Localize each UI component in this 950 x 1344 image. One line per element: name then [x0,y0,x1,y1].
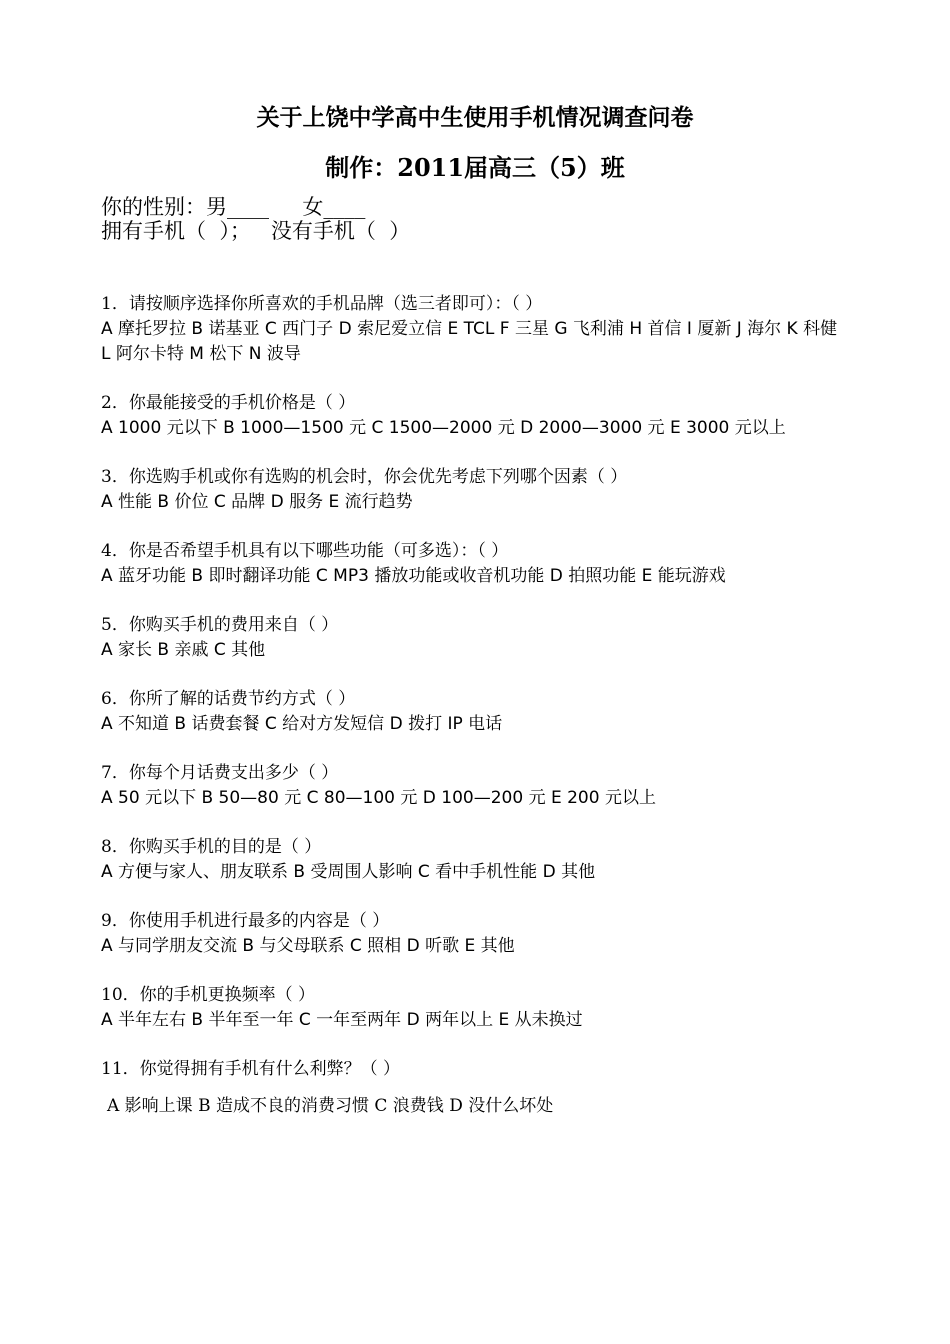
question-options: A 蓝牙功能 B 即时翻译功能 C MP3 播放功能或收音机功能 D 拍照功能 E 能玩游戏 [101,566,726,586]
question-text: 8．你购买手机的目的是（ ） [101,837,322,857]
question-options: A 不知道 B 话费套餐 C 给对方发短信 D 拨打 IP 电话 [101,714,503,734]
question-item [101,983,846,1033]
question-item [101,1057,846,1119]
phone-ownership-line: 拥有手机（ ）； 没有手机（ ） [101,219,411,243]
question-item [101,909,846,959]
question-item [101,687,846,737]
question-item [101,465,846,515]
gender-line: 你的性别：男____ 女____ [101,195,366,219]
question-text: 9．你使用手机进行最多的内容是（ ） [101,911,390,931]
question-text: 4．你是否希望手机具有以下哪些功能（可多选）：（ ） [101,541,509,561]
question-text: 11．你觉得拥有手机有什么利弊？（ ） [101,1059,401,1079]
question-options: A 1000 元以下 B 1000—1500 元 C 1500—2000 元 D 2000—3000 元 E 3000 元以上 [101,418,786,438]
question-item [101,835,846,885]
question-options: A 半年左右 B 半年至一年 C 一年至两年 D 两年以上 E 从未换过 [101,1010,583,1030]
question-item [101,391,846,441]
question-item [101,292,846,367]
question-text: 6．你所了解的话费节约方式（ ） [101,689,356,709]
question-options: A 方便与家人、朋友联系 B 受周围人影响 C 看中手机性能 D 其他 [101,862,596,882]
question-options: A 影响上课 B 造成不良的消费习惯 C 浪费钱 D 没什么坏处 [107,1096,554,1116]
question-item [101,761,846,811]
question-text: 5．你购买手机的费用来自（ ） [101,615,339,635]
question-text: 7．你每个月话费支出多少（ ） [101,763,339,783]
question-options: A 摩托罗拉 B 诺基亚 C 西门子 D 索尼爱立信 E TCL F 三星 G 飞利浦 H 首信 I 厦新 J 海尔 K 科健 L 阿尔卡特 M 松下 N 波导 [101,319,838,364]
question-text: 2．你最能接受的手机价格是（ ） [101,393,356,413]
question-text: 1．请按顺序选择你所喜欢的手机品牌（选三者即可）：（ ） [101,294,543,314]
document-title: 关于上饶中学高中生使用手机情况调查问卷 [256,104,694,131]
question-item [101,539,846,589]
question-list [101,292,846,1143]
question-text: 3．你选购手机或你有选购的机会时，你会优先考虑下列哪个因素（ ） [101,467,628,487]
question-options: A 50 元以下 B 50—80 元 C 80—100 元 D 100—200 元 E 200 元以上 [101,788,656,808]
question-item [101,613,846,663]
question-text: 10．你的手机更换频率（ ） [101,985,316,1005]
question-options: A 与同学朋友交流 B 与父母联系 C 照相 D 听歌 E 其他 [101,936,515,956]
question-options: A 性能 B 价位 C 品牌 D 服务 E 流行趋势 [101,492,413,512]
document-subtitle: 制作：2011届高三（5）班 [325,153,625,182]
question-options: A 家长 B 亲戚 C 其他 [101,640,266,660]
